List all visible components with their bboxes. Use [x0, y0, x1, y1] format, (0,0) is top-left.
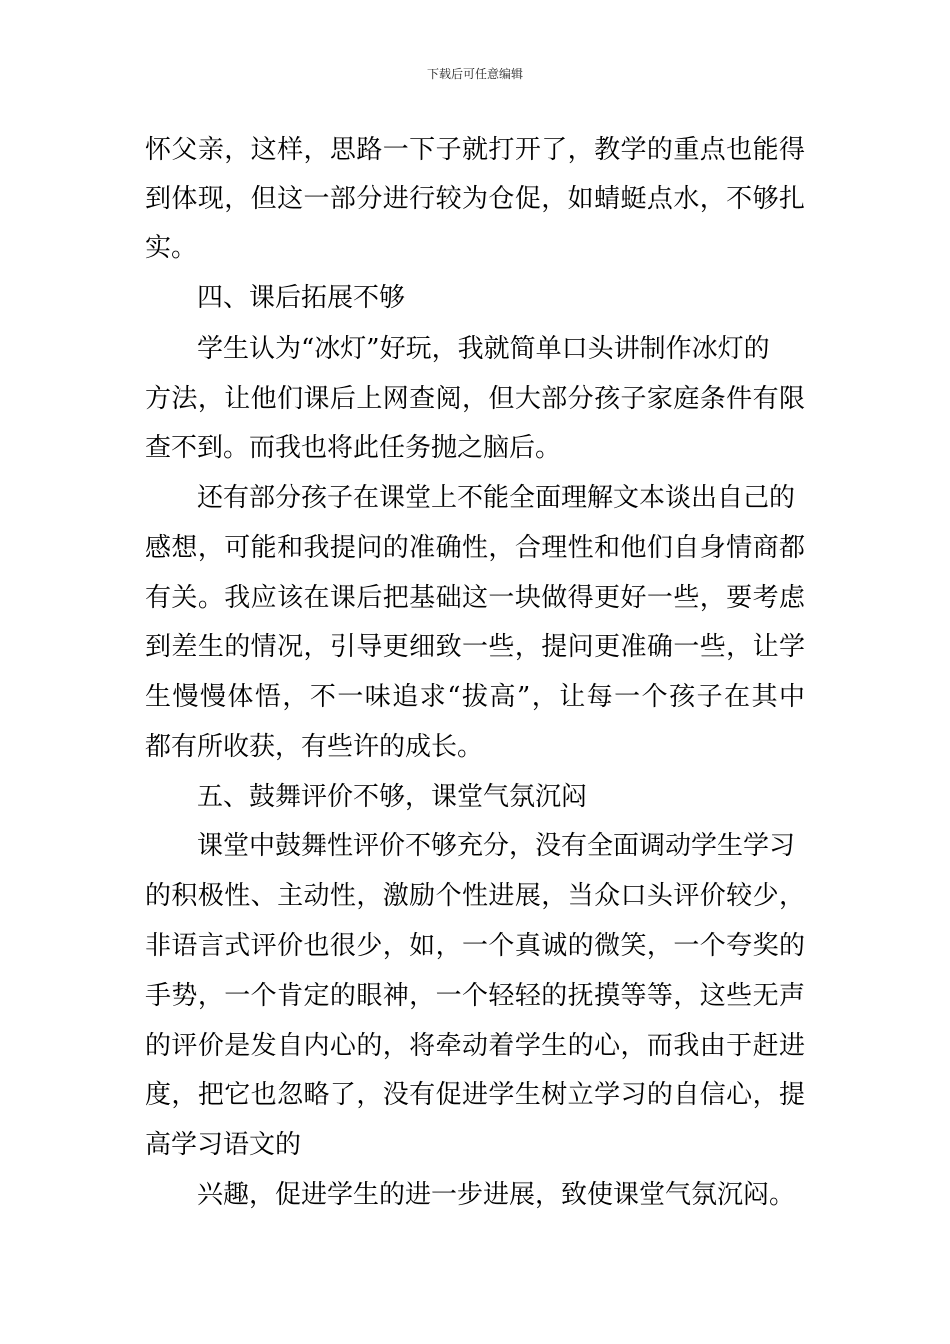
text-line: 方法，让他们课后上网查阅，但大部分孩子家庭条件有限 — [145, 384, 805, 414]
text-line: 到体现，但这一部分进行较为仓促，如蜻蜓点水，不够扎 — [145, 184, 805, 214]
text-line: 生慢慢体悟，不一味追求“拔高”，让每一个孩子在其中 — [145, 682, 805, 712]
text-line: 怀父亲，这样，思路一下子就打开了，教学的重点也能得 — [145, 135, 805, 165]
text-line: 学生认为“冰灯”好玩，我就简单口头讲制作冰灯的 — [197, 334, 770, 364]
text-line: 非语言式评价也很少，如，一个真诚的微笑，一个夸奖的 — [145, 931, 805, 961]
text-line: 到差生的情况，引导更细致一些，提问更准确一些，让学 — [145, 632, 805, 662]
text-line: 手势，一个肯定的眼神，一个轻轻的抚摸等等，这些无声 — [145, 981, 805, 1011]
text-line: 查不到。而我也将此任务抛之脑后。 — [145, 433, 562, 463]
text-line: 还有部分孩子在课堂上不能全面理解文本谈出自己的 — [197, 483, 796, 513]
text-line: 的评价是发自内心的，将牵动着学生的心，而我由于赶进 — [145, 1031, 805, 1061]
text-line: 高学习语文的 — [145, 1130, 302, 1160]
text-line: 实。 — [145, 233, 198, 263]
text-line: 的积极性、主动性，激励个性进展，当众口头评价较少， — [145, 881, 805, 911]
text-line: 有关。我应该在课后把基础这一块做得更好一些，要考虑 — [145, 583, 805, 613]
text-line: 感想，可能和我提问的准确性，合理性和他们自身情商都 — [145, 533, 805, 563]
section-heading: 五、鼓舞评价不够，课堂气氛沉闷 — [197, 782, 588, 812]
section-heading: 四、课后拓展不够 — [197, 283, 406, 313]
header-note: 下载后可任意编辑 — [426, 67, 523, 81]
text-line: 都有所收获，有些许的成长。 — [145, 732, 484, 762]
text-line: 课堂中鼓舞性评价不够充分，没有全面调动学生学习 — [197, 831, 796, 861]
text-line: 度，把它也忽略了，没有促进学生树立学习的自信心，提 — [145, 1080, 805, 1110]
text-line: 兴趣，促进学生的进一步进展，致使课堂气氛沉闷。 — [197, 1180, 796, 1210]
